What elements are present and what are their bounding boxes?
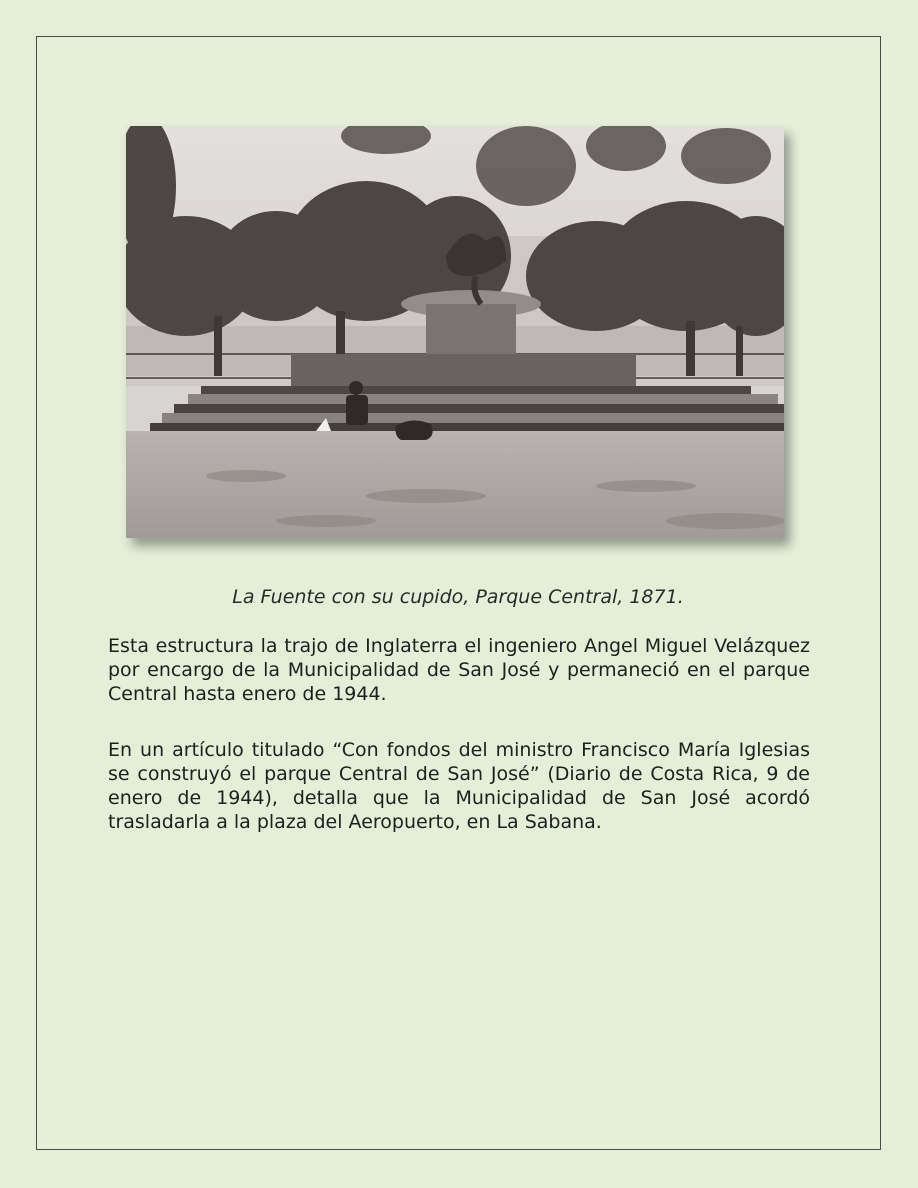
fountain-photo-illustration — [126, 126, 784, 538]
photo-caption: La Fuente con su cupido, Parque Central, 1871. — [232, 586, 684, 608]
body-paragraph-1: Esta estructura la trajo de Inglaterra el ingeniero Angel Miguel Velázquez por encargo de la Municipalidad de San José y permaneció en el parque Central hasta enero de 1944. — [108, 635, 810, 705]
historic-fountain-photo — [126, 126, 784, 538]
body-paragraph-2: En un artículo titulado “Con fondos del ministro Francisco María Iglesias se construyó el parque Central de San José” (Diario de Costa Rica, 9 de enero de 1944), detalla que la Municipalidad de San José acordó trasladarla a la plaza del Aeropuerto, en La Sabana. — [108, 739, 810, 833]
